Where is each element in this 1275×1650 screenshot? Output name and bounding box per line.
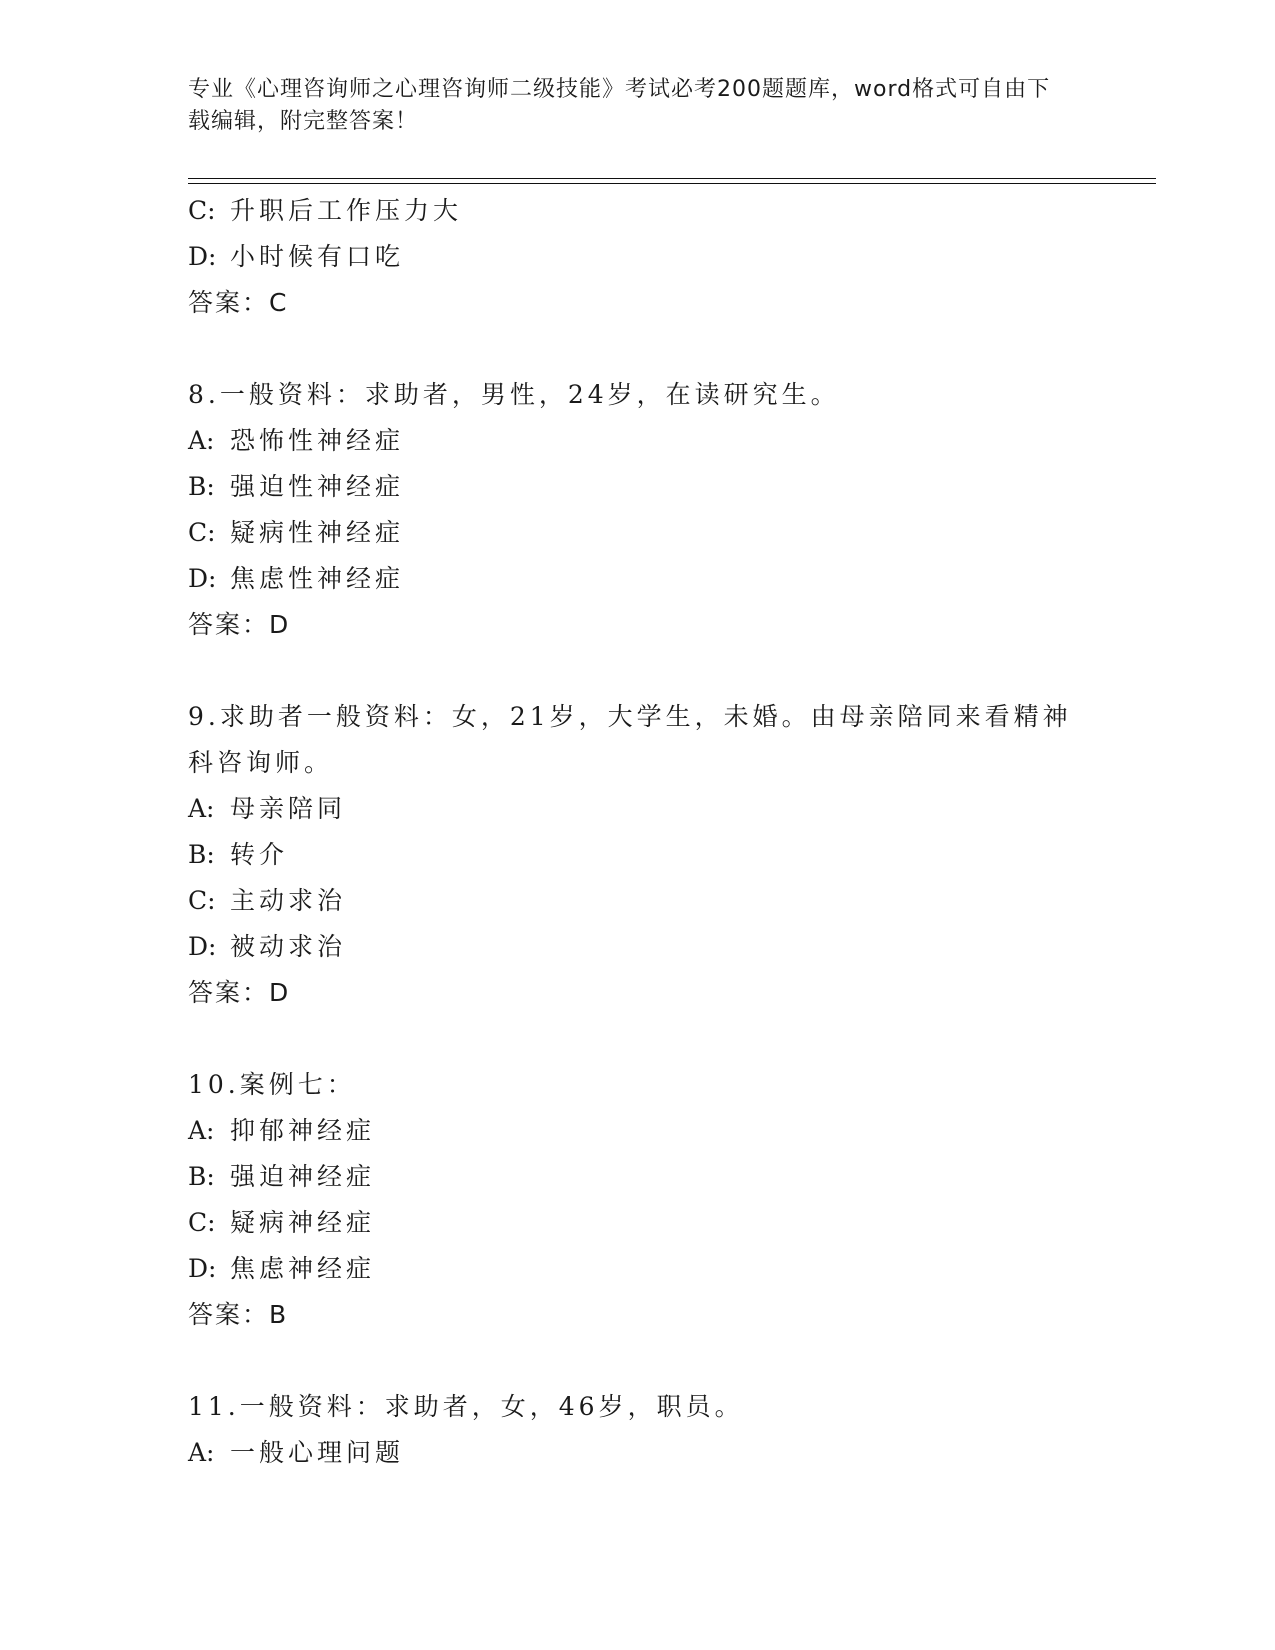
- option-line: [188, 464, 1088, 510]
- option-letter: C:: [188, 518, 216, 547]
- header-rule-bottom: [188, 183, 1156, 184]
- option-text: 母亲陪同: [230, 794, 347, 823]
- question-stem: 8.一般资料：求助者，男性，24岁，在读研究生。: [188, 380, 840, 409]
- option-line: [188, 878, 1088, 924]
- option-letter: C:: [188, 1208, 216, 1237]
- option-text: 转介: [230, 840, 289, 869]
- option-letter: D:: [188, 242, 217, 271]
- question-gap: [188, 1016, 1088, 1062]
- option-line: [188, 1154, 1088, 1200]
- option-letter: A:: [188, 426, 215, 455]
- option-letter: D:: [188, 1254, 217, 1283]
- option-text: 小时候有口吃: [230, 242, 405, 271]
- answer-line: 答案：D: [188, 610, 291, 639]
- option-text: 被动求治: [230, 932, 347, 961]
- option-line: [188, 510, 1088, 556]
- question-gap: [188, 326, 1088, 372]
- option-letter: C:: [188, 196, 216, 225]
- option-letter: B:: [188, 840, 215, 869]
- option-line: [188, 832, 1088, 878]
- option-line: [188, 234, 1088, 280]
- option-letter: B:: [188, 472, 215, 501]
- option-letter: B:: [188, 1162, 215, 1191]
- option-line: [188, 786, 1088, 832]
- page-header: 专业《心理咨询师之心理咨询师二级技能》考试必考200题题库，word格式可自由下载编辑，附完整答案！: [188, 77, 1051, 134]
- option-line: [188, 188, 1088, 234]
- option-letter: A:: [188, 794, 215, 823]
- option-text: 升职后工作压力大: [230, 196, 463, 225]
- option-line: [188, 556, 1088, 602]
- option-letter: D:: [188, 932, 217, 961]
- option-line: [188, 1246, 1088, 1292]
- question-gap: [188, 648, 1088, 694]
- answer-line: 答案：C: [188, 288, 289, 317]
- question-stem: 10.案例七：: [188, 1070, 356, 1099]
- option-text: 焦虑神经症: [230, 1254, 376, 1283]
- answer-line: 答案：D: [188, 978, 291, 1007]
- option-line: [188, 1108, 1088, 1154]
- option-text: 疑病性神经症: [230, 518, 405, 547]
- question-gap: [188, 1338, 1088, 1384]
- option-letter: A:: [188, 1116, 215, 1145]
- option-text: 抑郁神经症: [230, 1116, 376, 1145]
- option-text: 主动求治: [230, 886, 347, 915]
- answer-line: 答案：B: [188, 1300, 289, 1329]
- option-letter: D:: [188, 564, 217, 593]
- option-line: [188, 924, 1088, 970]
- question-content: [188, 188, 1088, 1476]
- question-stem: 11.一般资料：求助者，女，46岁，职员。: [188, 1392, 744, 1421]
- option-line: [188, 418, 1088, 464]
- option-letter: C:: [188, 886, 216, 915]
- option-text: 强迫神经症: [230, 1162, 376, 1191]
- option-letter: A:: [188, 1438, 215, 1467]
- question-stem-continued: 科咨询师。: [188, 748, 334, 777]
- option-text: 疑病神经症: [230, 1208, 376, 1237]
- option-text: 强迫性神经症: [230, 472, 405, 501]
- option-text: 恐怖性神经症: [230, 426, 405, 455]
- option-text: 一般心理问题: [230, 1438, 405, 1467]
- option-line: [188, 1430, 1088, 1476]
- header-rule-top: [188, 178, 1156, 179]
- question-stem: 9.求助者一般资料：女，21岁，大学生，未婚。由母亲陪同来看精神: [188, 702, 1072, 731]
- option-line: [188, 1200, 1088, 1246]
- option-text: 焦虑性神经症: [230, 564, 405, 593]
